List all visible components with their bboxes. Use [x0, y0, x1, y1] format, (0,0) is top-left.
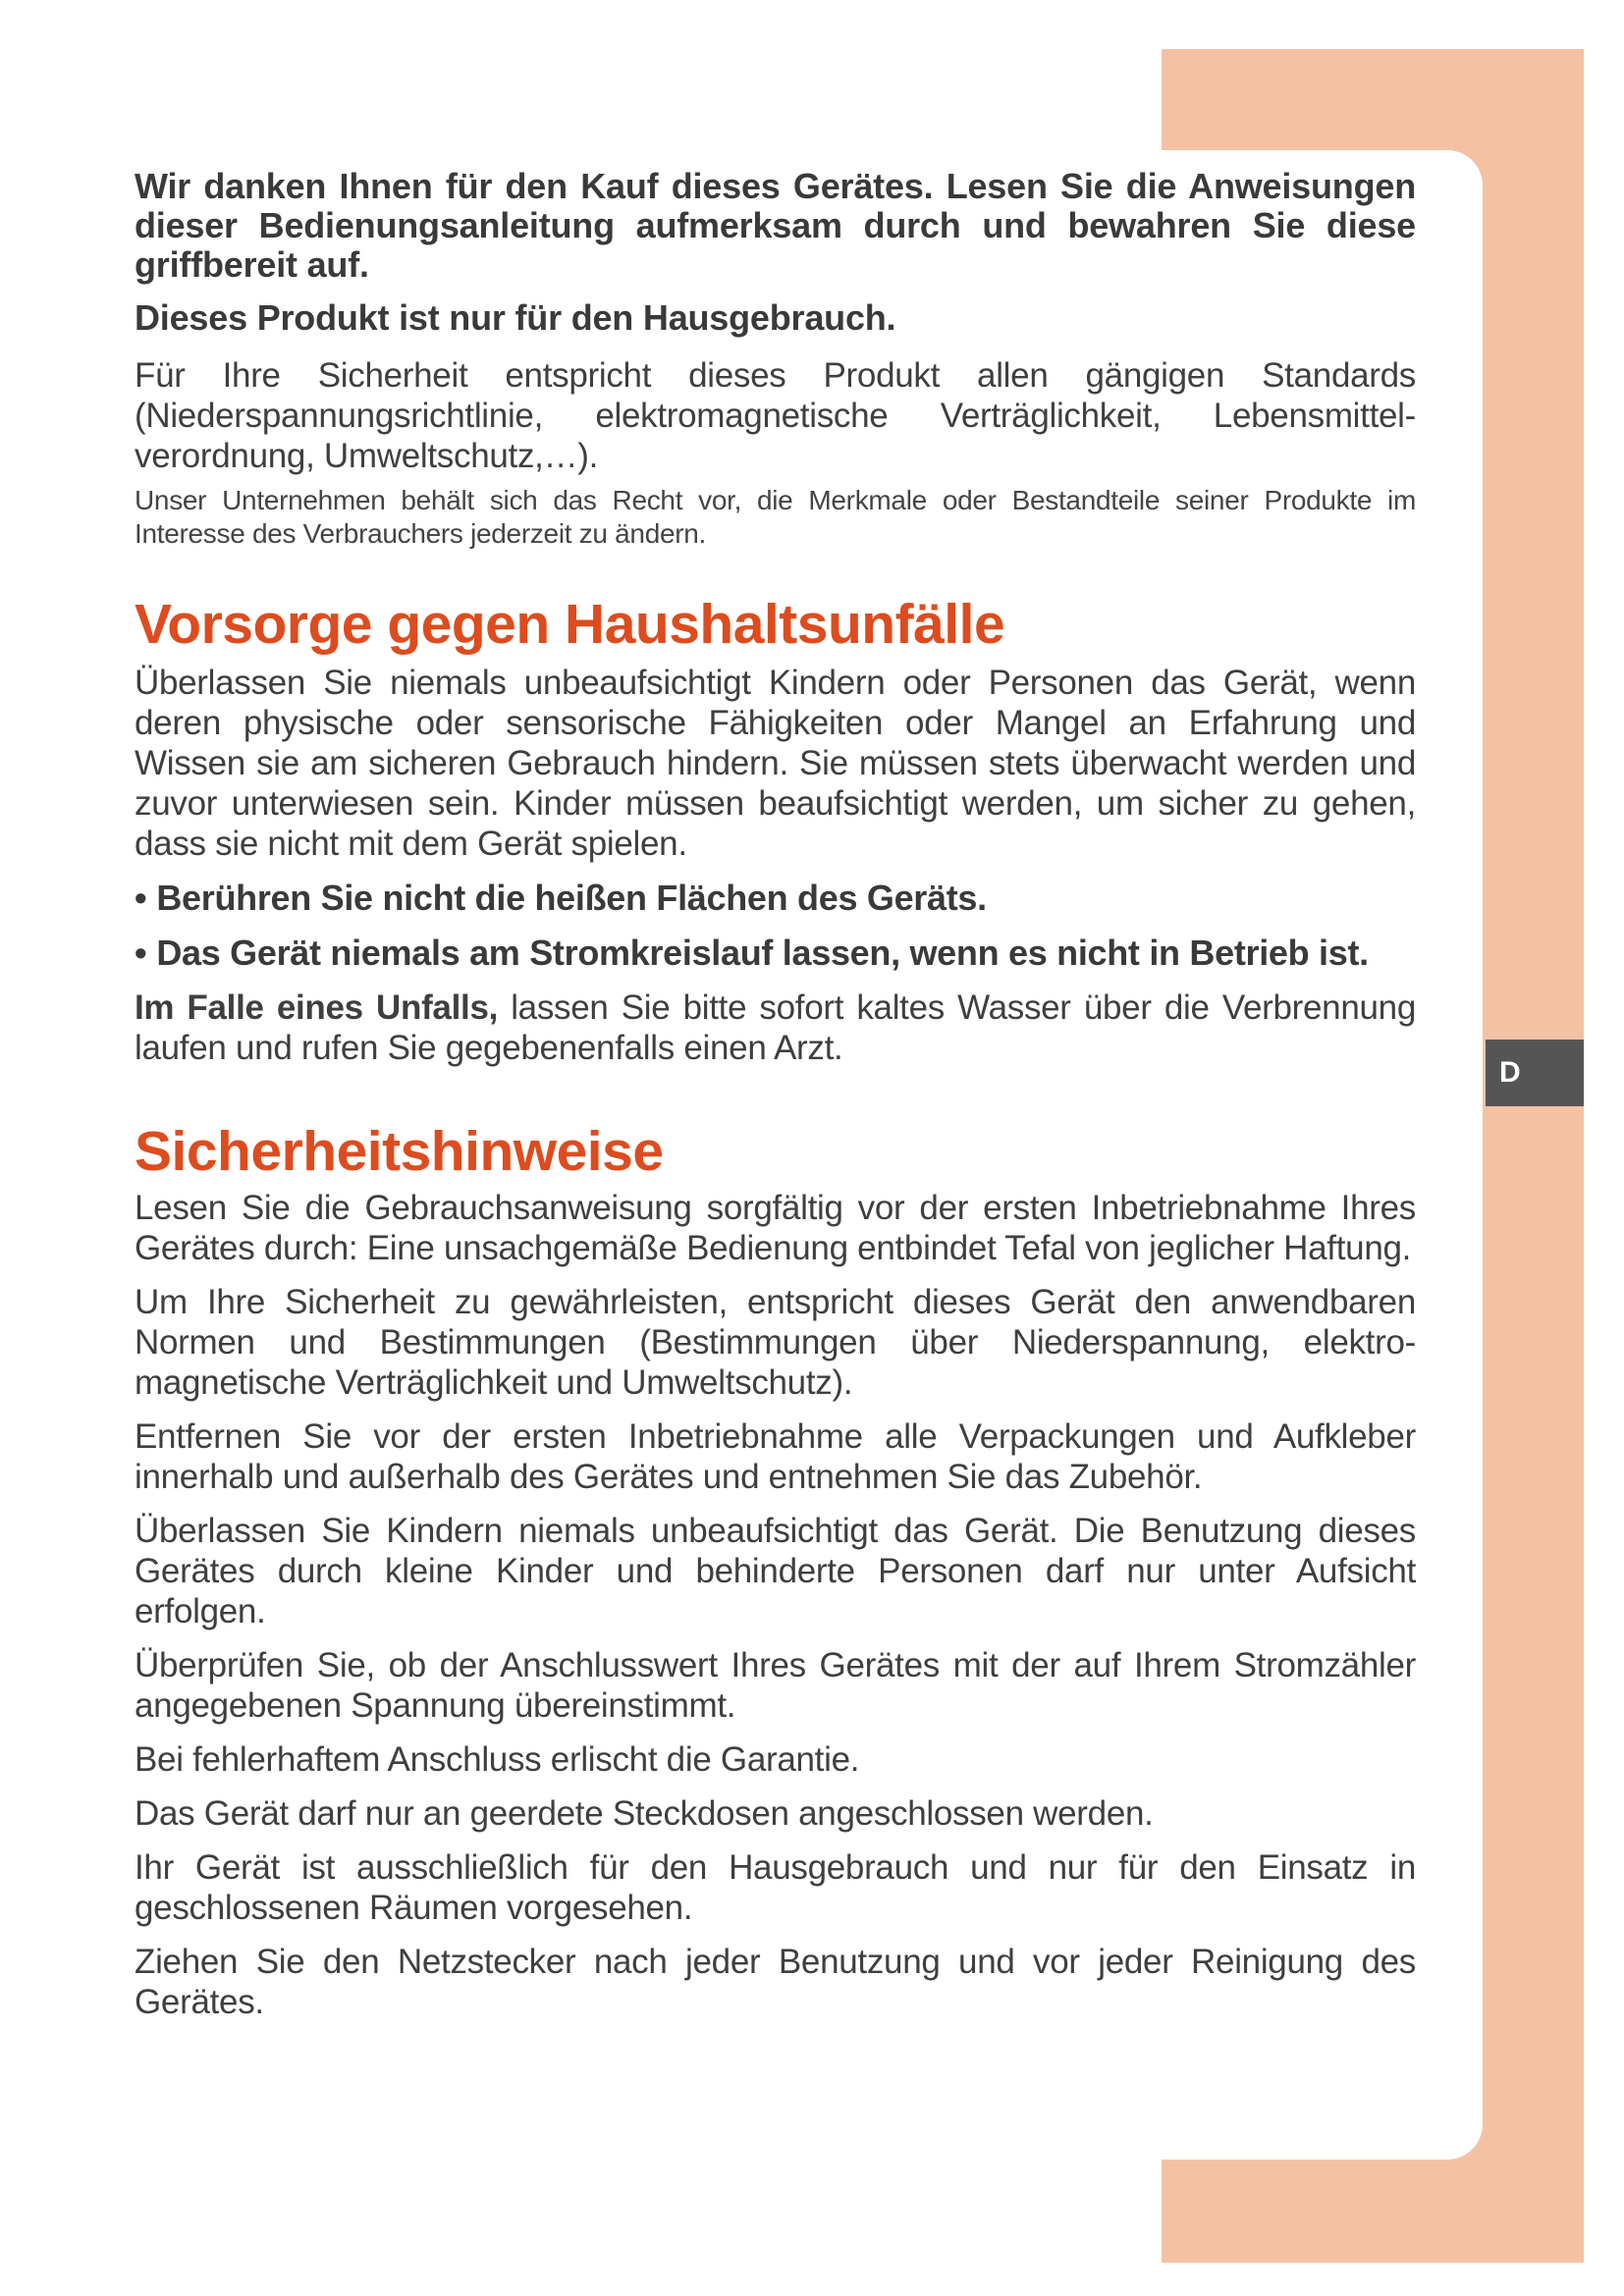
intro-standards: Für Ihre Sicherheit entspricht dieses Produkt allen gängigen Standards (Niederspannungsrichtlinie, elektromagnetische Verträglichkeit, Lebensmittel-verordnung, Umweltschutz,…).: [135, 356, 1416, 475]
heading-accident-prevention: Vorsorge gegen Haushaltsunfälle: [135, 593, 1005, 656]
document-body: [135, 167, 1416, 2036]
language-tab: D: [1486, 1040, 1584, 1106]
safety-paragraph: Überprüfen Sie, ob der Anschlusswert Ihres Gerätes mit der auf Ihrem Stromzähler angegebenen Spannung übereinstimmt.: [135, 1646, 1416, 1725]
safety-paragraph: Überlassen Sie Kindern niemals unbeaufsichtigt das Gerät. Die Benutzung dieses Gerätes durch kleine Kinder und behinderte Personen darf nur unter Aufsicht erfolgen.: [135, 1512, 1416, 1630]
safety-paragraph: Um Ihre Sicherheit zu gewährleisten, entspricht dieses Gerät den anwendbaren Normen und Bestimmungen (Bestimmungen über Niederspannung, elektro-magnetische Verträglichkeit und Umweltschutz).: [135, 1283, 1416, 1402]
safety-paragraph: Ziehen Sie den Netzstecker nach jeder Benutzung und vor jeder Reinigung des Gerätes.: [135, 1943, 1416, 2021]
intro-thanks: Wir danken Ihnen für den Kauf dieses Gerätes. Lesen Sie die Anweisungen dieser Bedienungsanleitung aufmerksam durch und bewahren Sie diese griffbereit auf.: [135, 166, 1416, 285]
intro-household-only: Dieses Produkt ist nur für den Hausgebrauch.: [135, 297, 896, 338]
bullet-text: Das Gerät niemals am Stromkreislauf lassen, wenn es nicht in Betrieb ist.: [156, 933, 1369, 973]
bullet-icon: •: [135, 933, 147, 973]
safety-paragraph: Bei fehlerhaftem Anschluss erlischt die Garantie.: [135, 1740, 860, 1779]
accident-lead: Im Falle eines Unfalls,: [135, 988, 499, 1027]
safety-paragraph: Ihr Gerät ist ausschließlich für den Hausgebrauch und nur für den Einsatz in geschlossenen Räumen vorgesehen.: [135, 1848, 1416, 1927]
intro-reserve-rights: Unser Unternehmen behält sich das Recht vor, die Merkmale oder Bestandteile seiner Produkte im Interesse des Verbrauchers jederzeit zu ändern.: [135, 485, 1416, 549]
bullet-text: Berühren Sie nicht die heißen Flächen des Geräts.: [156, 878, 987, 918]
bullet-icon: •: [135, 878, 147, 918]
safety-paragraph: Das Gerät darf nur an geerdete Steckdosen angeschlossen werden.: [135, 1794, 1154, 1833]
bullet-item: [135, 933, 1416, 974]
bullet-item: [135, 878, 1416, 919]
safety-paragraph: Entfernen Sie vor der ersten Inbetriebnahme alle Verpackungen und Aufkleber innerhalb und außerhalb des Gerätes und entnehmen Sie das Zubehör.: [135, 1417, 1416, 1496]
heading-safety-instructions: Sicherheitshinweise: [135, 1120, 664, 1183]
safety-paragraph: Lesen Sie die Gebrauchsanweisung sorgfältig vor der ersten Inbetriebnahme Ihres Gerätes durch: Eine unsachgemäße Bedienung entbindet Tefal von jeglicher Haftung.: [135, 1189, 1416, 1267]
accident-instructions: [135, 988, 1416, 1068]
accident-rest: lassen Sie bitte sofort kaltes Wasser über die Verbrennung laufen und rufen Sie gegebenenfalls einen Arzt.: [135, 988, 1416, 1067]
accident-paragraph: Überlassen Sie niemals unbeaufsichtigt Kindern oder Personen das Gerät, wenn deren physische oder sensorische Fähigkeiten oder Mangel an Erfahrung und Wissen sie am sicheren Gebrauch hindern. Sie müssen stets überwacht werden und zuvor unterwiesen sein. Kinder müssen beaufsichtigt werden, um sicher zu gehen, dass sie nicht mit dem Gerät spielen.: [135, 664, 1416, 863]
